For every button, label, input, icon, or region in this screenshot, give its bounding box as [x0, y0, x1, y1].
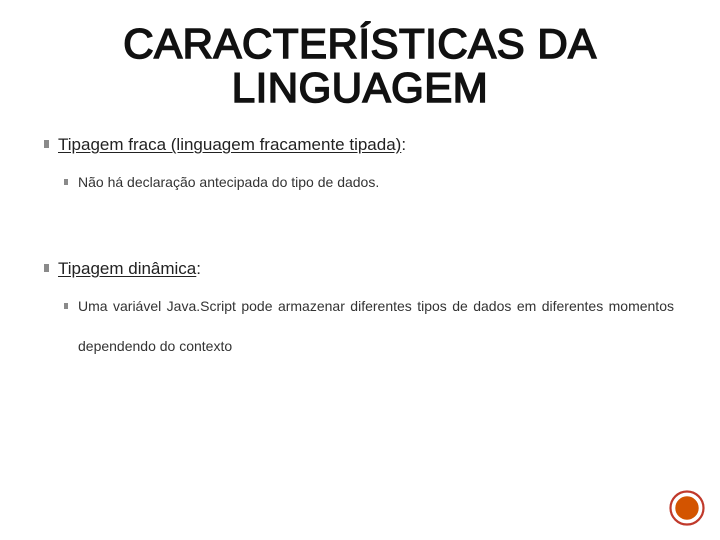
- circle-badge-icon[interactable]: [669, 490, 705, 526]
- bullet-tipagem-fraca: [44, 134, 406, 156]
- sub-bullet-tipagem-fraca: [64, 172, 379, 192]
- bullet-term: Tipagem dinâmica: [58, 259, 197, 278]
- bullet-suffix: :: [401, 135, 407, 154]
- square-bullet-icon: [64, 303, 68, 309]
- square-bullet-icon: [44, 140, 49, 148]
- sub-bullet-tipagem-dinamica: [64, 286, 674, 366]
- slide-title-line-2: LINGUAGEM: [231, 64, 489, 111]
- sub-bullet-text: Não há declaração antecipada do tipo de dados.: [78, 174, 380, 190]
- bullet-suffix: :: [196, 259, 202, 278]
- square-bullet-icon: [64, 179, 68, 185]
- bullet-term: Tipagem fraca (linguagem fracamente tipada): [58, 135, 402, 154]
- slide-title-line-1: CARACTERÍSTICAS DA: [123, 20, 597, 67]
- bullet-tipagem-dinamica: [44, 258, 201, 280]
- square-bullet-icon: [44, 264, 49, 272]
- sub-bullet-text: Uma variável Java.Script pode armazenar diferentes tipos de dados em diferentes momentos dependendo do contexto: [78, 298, 674, 354]
- slide-title: [60, 22, 660, 110]
